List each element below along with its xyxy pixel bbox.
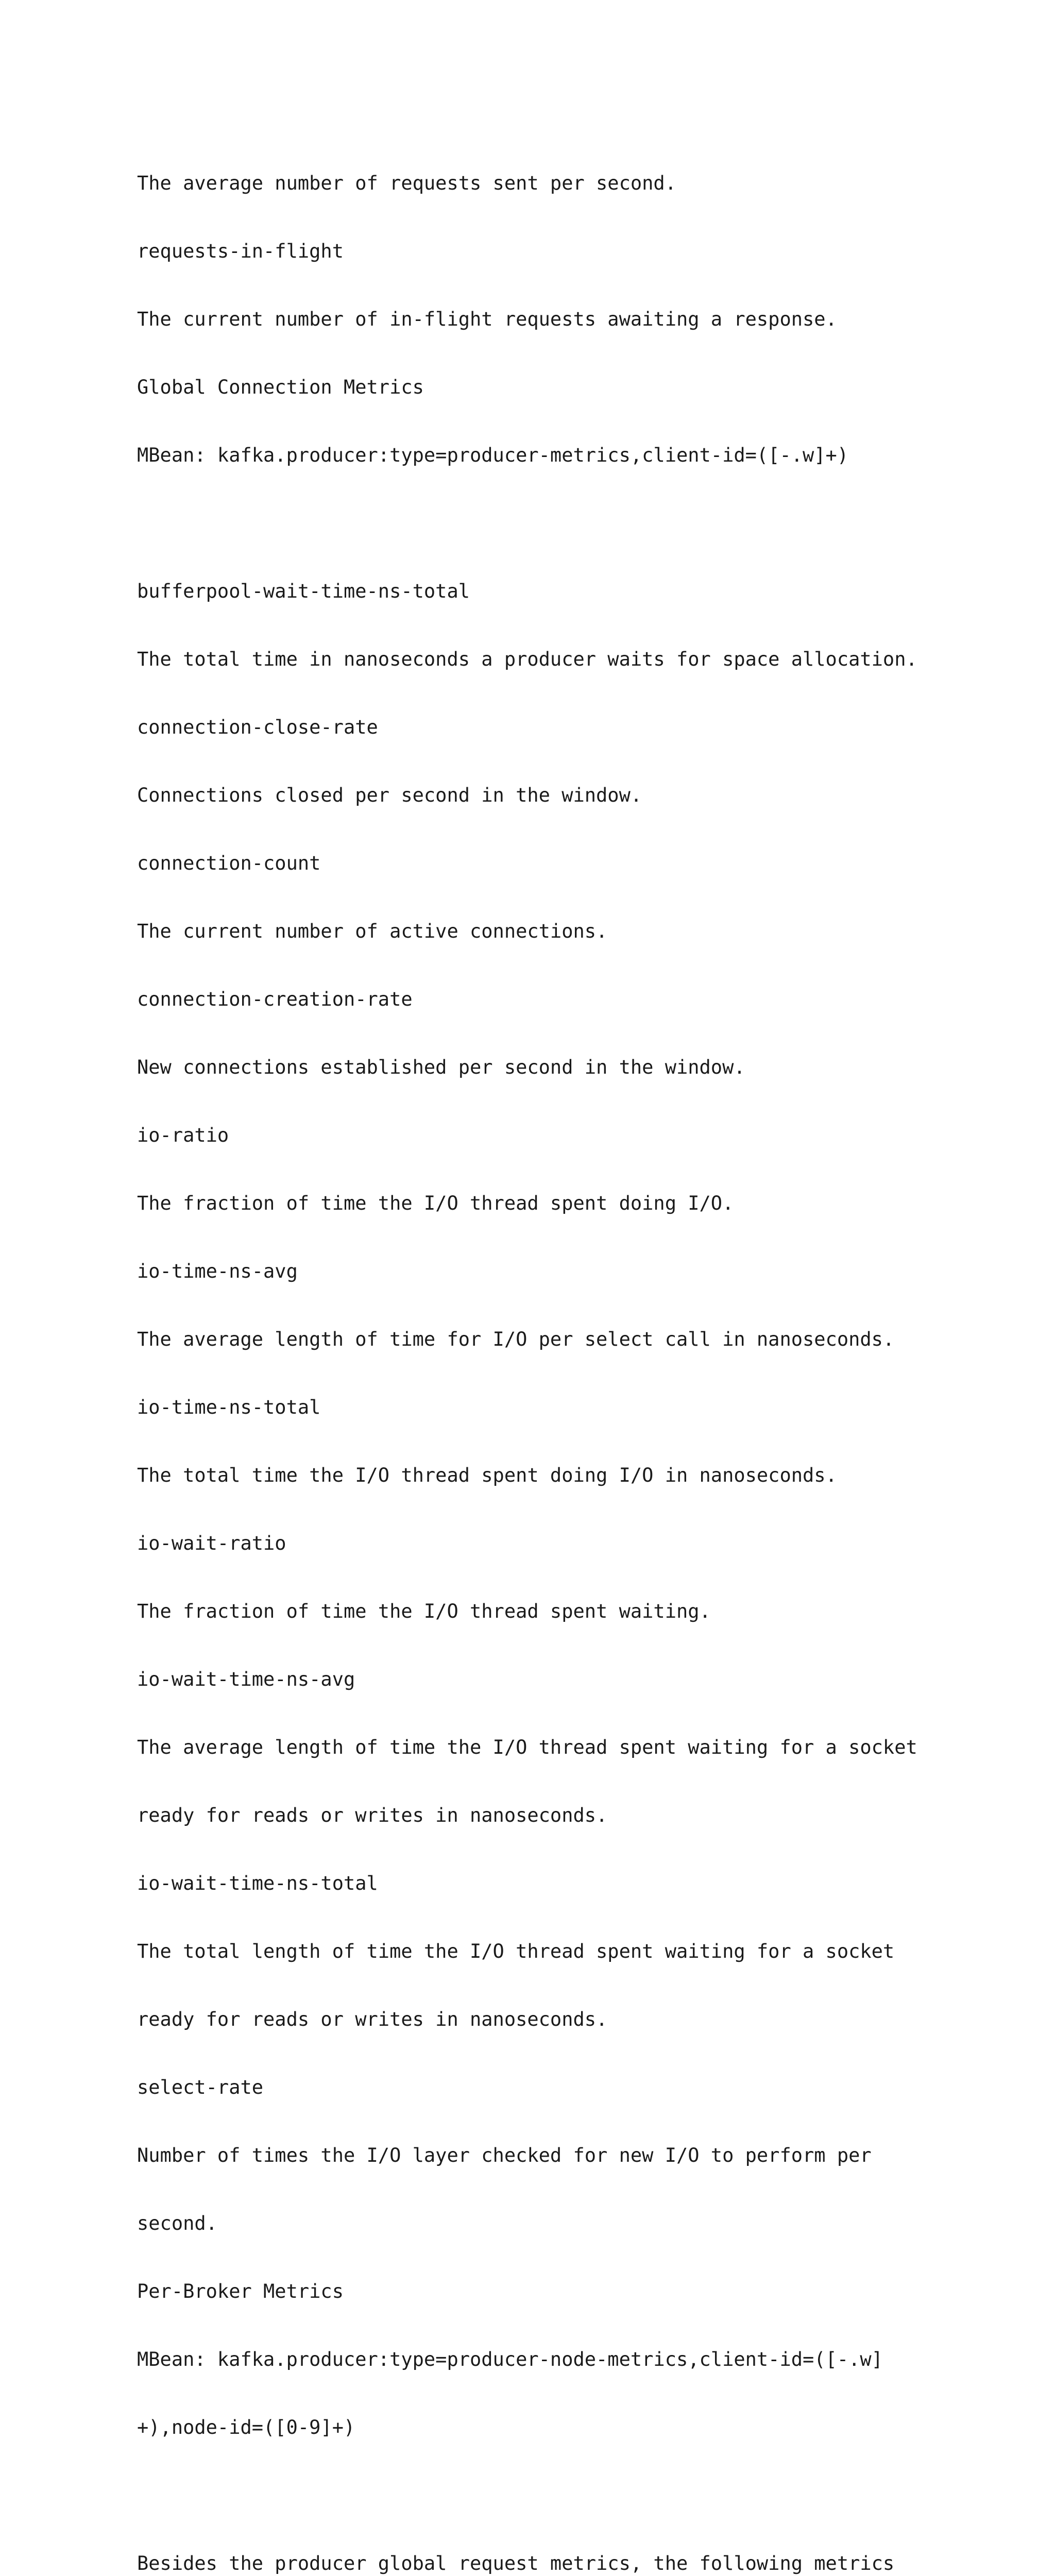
text-line: The current number of active connections. [137,920,608,942]
text-line: The total time in nanoseconds a producer waits for space allocation. [137,648,917,670]
text-line: The total time the I/O thread spent doing I/O in nanoseconds. [137,1464,837,1486]
text-line: second. [137,2212,217,2234]
text-line: The current number of in-flight requests awaiting a response. [137,308,837,330]
metric-name: bufferpool-wait-time-ns-total [137,580,470,602]
metric-name: io-wait-time-ns-total [137,1872,378,1894]
blank-line [137,512,1044,535]
mbean-line: MBean: kafka.producer:type=producer-node-metrics,client-id=([-.w] [137,2348,883,2370]
text-line: ready for reads or writes in nanoseconds. [137,1804,608,1826]
text-line: Besides the producer global request metrics, the following metrics [137,2552,895,2574]
mbean-line: MBean: kafka.producer:type=producer-metrics,client-id=([-.w]+) [137,444,849,466]
text-line: The average number of requests sent per second. [137,172,676,194]
text-line: The fraction of time the I/O thread spent doing I/O. [137,1192,734,1214]
metric-name: connection-creation-rate [137,988,413,1010]
metric-name: io-ratio [137,1124,229,1146]
metric-name: io-time-ns-avg [137,1260,298,1282]
text-line: The fraction of time the I/O thread spent waiting. [137,1600,711,1622]
text-line: Number of times the I/O layer checked for new I/O to perform per [137,2144,872,2166]
metric-name: requests-in-flight [137,240,344,262]
section-heading: Global Connection Metrics [137,376,424,398]
text-line: New connections established per second in the window. [137,1056,745,1078]
metric-name: connection-close-rate [137,716,378,738]
text-line: The average length of time for I/O per select call in nanoseconds. [137,1328,895,1350]
metric-name: connection-count [137,852,321,874]
text-line: ready for reads or writes in nanoseconds. [137,2008,608,2030]
metric-name: io-time-ns-total [137,1396,321,1418]
metric-name: select-rate [137,2076,264,2098]
text-line: The total length of time the I/O thread spent waiting for a socket [137,1940,895,1962]
document-page [137,127,1044,2576]
metric-name: io-wait-time-ns-avg [137,1668,355,1690]
mbean-line: +),node-id=([0-9]+) [137,2416,355,2438]
blank-line [137,2484,1044,2507]
text-line: The average length of time the I/O thread spent waiting for a socket [137,1736,917,1758]
text-line: Connections closed per second in the window. [137,784,642,806]
metric-name: io-wait-ratio [137,1532,286,1554]
section-heading: Per-Broker Metrics [137,2280,344,2302]
